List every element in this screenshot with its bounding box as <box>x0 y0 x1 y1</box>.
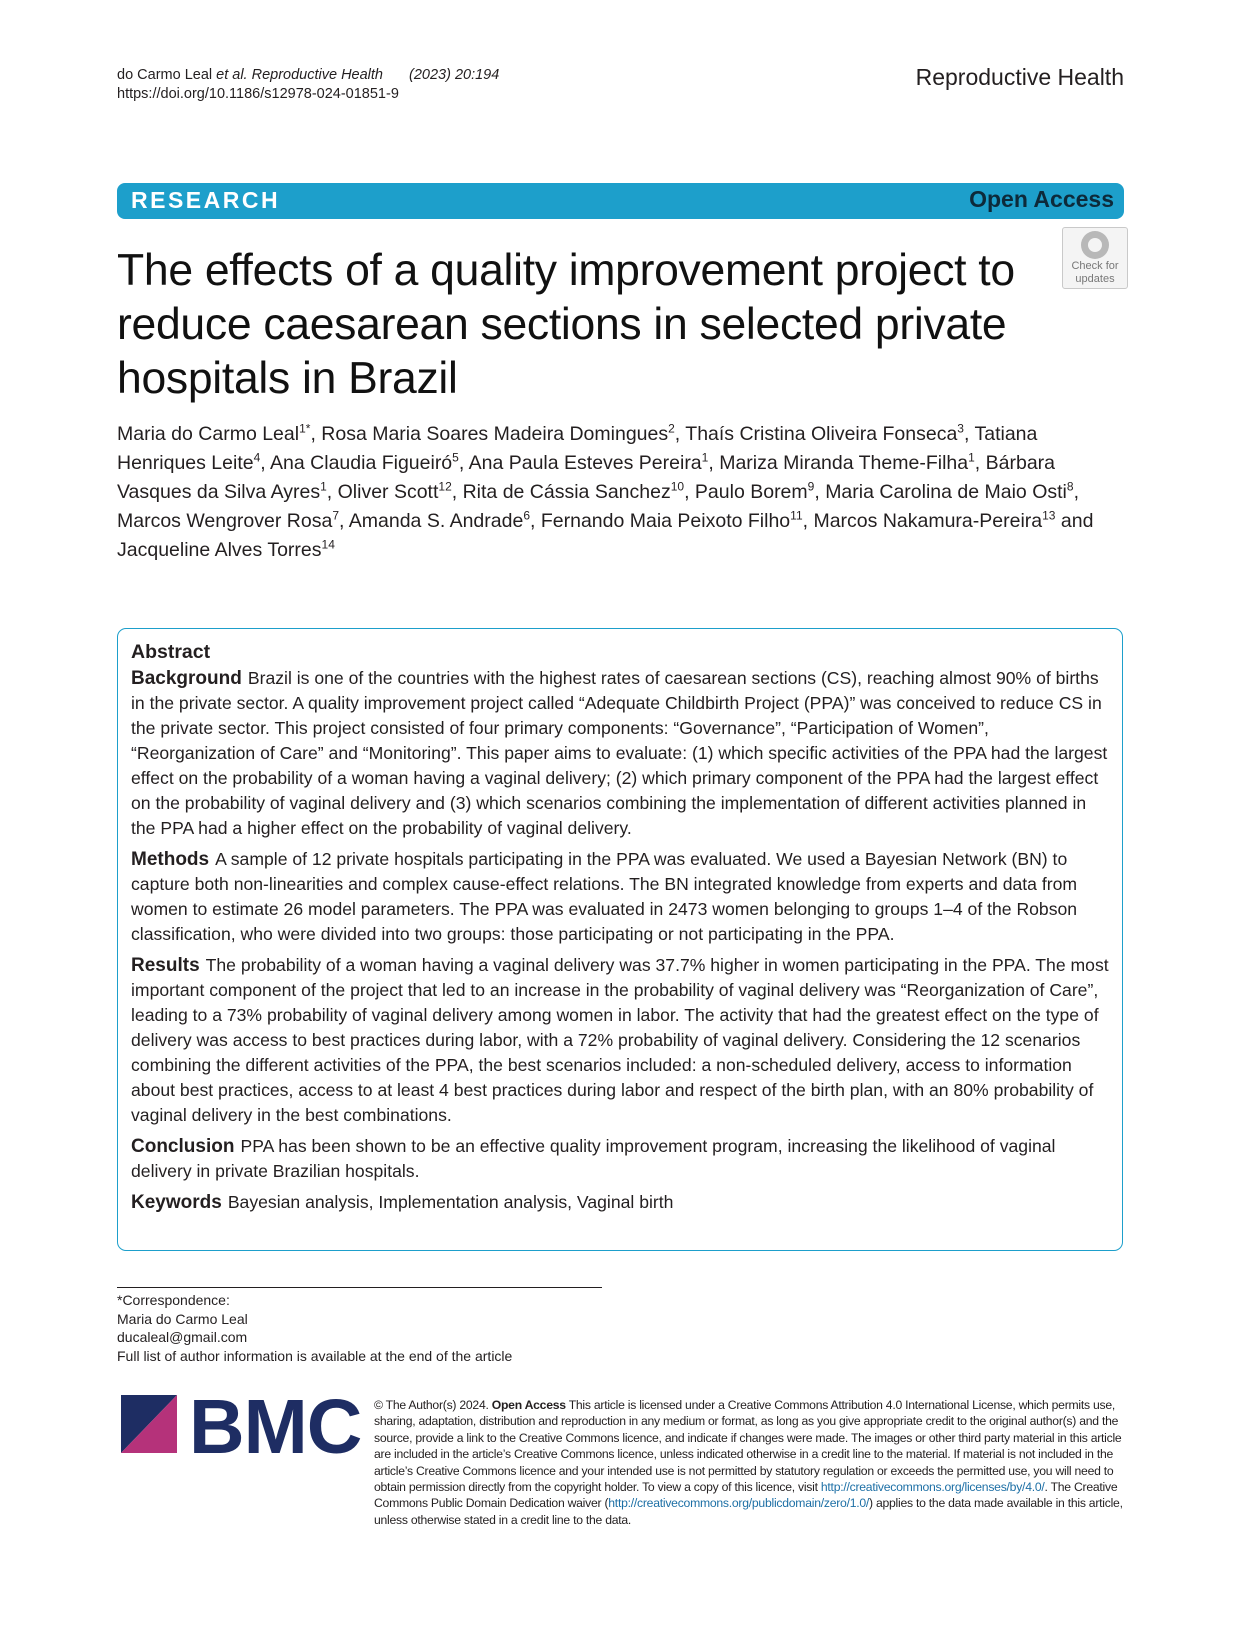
author-affiliation: 1 <box>968 450 975 465</box>
author-name: Fernando Maia Peixoto Filho <box>540 510 791 532</box>
correspondence-email[interactable]: ducaleal@gmail.com <box>117 1329 248 1345</box>
author-name: Thaís Cristina Oliveira Fonseca <box>685 423 958 445</box>
cc-by-license-link[interactable]: http://creativecommons.org/licenses/by/4.0/ <box>820 1480 1045 1495</box>
author-name: Bárbara Vasques da Silva Ayres <box>117 452 1056 503</box>
check-for-updates-badge[interactable]: Check for updates <box>1062 227 1128 289</box>
citation: do Carmo Leal et al. Reproductive Health (2023) 20:194 <box>117 67 500 83</box>
abstract-background: Background Brazil is one of the countries with the highest rates of caesarean sections (CS), reaching almost 90% of births in the private sector. A quality improvement project called “Adequate Childbirth Project (PPA)” was conceived to reduce CS in the private sector. This project consisted of four primary components: “Governance”, “Participation of Women”, “Reorganization of Care” and “Monitoring”. This paper aims to evaluate: (1) which specific activities of the PPA had the largest effect on the probability of a woman having a vaginal delivery; (2) which primary component of the PPA had the largest effect on the probability of vaginal delivery and (3) which scenarios combining the implementation of different activities planned in the PPA had a higher effect on the probability of vaginal delivery. <box>131 668 1108 838</box>
author-name: Maria Carolina de Maio Osti <box>825 481 1067 503</box>
footnote-divider <box>117 1287 602 1288</box>
abstract-keywords: Keywords Bayesian analysis, Implementation analysis, Vaginal birth <box>131 1192 674 1213</box>
author-separator: , <box>339 510 349 532</box>
author-name: Tatiana Henriques Leite <box>117 423 1038 474</box>
author-name: Amanda S. Andrade <box>348 510 524 532</box>
bmc-logo-icon <box>121 1395 181 1457</box>
author-affiliation: 10 <box>670 479 685 494</box>
author-name: Marcos Nakamura-Pereira <box>813 510 1043 532</box>
author-separator: , <box>310 423 322 445</box>
abstract-results: Results The probability of a woman having a vaginal delivery was 37.7% higher in women participating in the PPA. The most important component of the project that led to an increase in the probability of vaginal delivery was “Reorganization of Care”, leading to a 73% probability of vaginal delivery among women in labor. The activity that had the greatest effect on the type of delivery was access to best practices during labor, with a 72% probability of vaginal delivery. Considering the 12 scenarios combining the different activities of the PPA, the best scenarios included: a non-scheduled delivery, access to information about best practices, access to at least 4 best practices during labor and respect of the birth plan, with an 80% probability of vaginal delivery in the best combinations. <box>131 955 1109 1125</box>
abstract-conclusion: Conclusion PPA has been shown to be an effective quality improvement program, increasing the likelihood of vaginal delivery in private Brazilian hospitals. <box>131 1136 1056 1181</box>
author-affiliation: 7 <box>332 508 339 523</box>
author-separator: , <box>802 510 814 532</box>
author-affiliation: 13 <box>1042 508 1056 523</box>
author-separator: , <box>814 481 826 503</box>
author-separator: and <box>1055 510 1094 532</box>
author-affiliation: 1 <box>320 479 327 494</box>
section-label: RESEARCH <box>131 187 281 213</box>
author-separator: , <box>974 452 986 474</box>
author-affiliation: 2 <box>668 421 675 436</box>
author-name: Ana Paula Esteves Pereira <box>468 452 702 474</box>
author-list <box>117 420 1127 565</box>
author-affiliation: 3 <box>957 421 964 436</box>
author-affiliation: 5 <box>452 450 459 465</box>
author-affiliation: 8 <box>1066 479 1074 494</box>
author-separator: , <box>530 510 541 532</box>
author-separator: , <box>260 452 271 474</box>
author-affiliation: 1* <box>299 421 311 436</box>
author-name: Maria do Carmo Leal <box>117 423 300 445</box>
doi-link[interactable]: https://doi.org/10.1186/s12978-024-01851-9 <box>117 86 399 102</box>
author-affiliation: 1 <box>701 450 709 465</box>
author-separator: , <box>684 481 695 503</box>
author-name: Marcos Wengrover Rosa <box>117 510 333 532</box>
author-name: Rita de Cássia Sanchez <box>462 481 671 503</box>
journal-name: Reproductive Health <box>915 64 1124 90</box>
article-type-banner <box>117 183 1124 219</box>
author-separator: , <box>1073 481 1079 503</box>
author-separator: , <box>451 481 463 503</box>
author-name: Ana Claudia Figueiró <box>270 452 453 474</box>
author-separator: , <box>708 452 720 474</box>
author-affiliation: 12 <box>438 479 452 494</box>
author-name: Rosa Maria Soares Madeira Domingues <box>321 423 669 445</box>
author-affiliation: 6 <box>523 508 530 523</box>
author-name: Jacqueline Alves Torres <box>117 539 322 561</box>
author-affiliation: 9 <box>807 479 815 494</box>
author-name: Paulo Borem <box>694 481 808 503</box>
author-affiliation: 11 <box>790 508 803 523</box>
running-header <box>117 66 499 104</box>
check-updates-icon <box>1081 231 1109 259</box>
abstract-heading: Abstract <box>131 641 211 663</box>
author-separator: , <box>674 423 686 445</box>
author-separator: , <box>963 423 975 445</box>
open-access-label: Open Access <box>969 186 1114 212</box>
correspondence: *Correspondence: Maria do Carmo Leal ducaleal@gmail.com Full list of author information is available at the end of the article <box>117 1292 513 1364</box>
bmc-logo-text: BMC <box>189 1384 362 1470</box>
article-title: The effects of a quality improvement project to reduce caesarean sections in selected private hospitals in Brazil <box>117 246 1015 403</box>
license-statement: © The Author(s) 2024. Open Access This article is licensed under a Creative Commons Attribution 4.0 International License, which permits use, sharing, adaptation, distribution and reproduction in any medium or format, as long as you give appropriate credit to the original author(s) and the source, provide a link to the Creative Commons licence, and indicate if changes were made. The images or other third party material in this article are included in the article’s Creative Commons licence, unless indicated otherwise in a credit line to the material. If material is not included in the article’s Creative Commons licence and your intended use is not permitted by statutory regulation or exceeds the permitted use, you will need to obtain permission directly from the copyright holder. To view a copy of this licence, visit http://creativecommons.org/licenses/by/4.0/. The Creative Commons Public Domain Dedication waiver (http://creativecommons.org/publicdomain/zero/1.0/) applies to the data made available in this article, unless otherwise stated in a credit line to the data. <box>374 1398 1123 1527</box>
cc-zero-waiver-link[interactable]: http://creativecommons.org/publicdomain/zero/1.0/ <box>608 1496 870 1511</box>
author-separator: , <box>326 481 338 503</box>
abstract-box <box>117 628 1123 1251</box>
abstract-methods: Methods A sample of 12 private hospitals participating in the PPA was evaluated. We used a Bayesian Network (BN) to capture both non-linearities and complex cause-effect relations. The BN integrated knowledge from experts and data from women to estimate 26 model parameters. The PPA was evaluated in 2473 women belonging to groups 1–4 of the Robson classification, who were divided into two groups: those participating or not participating in the PPA. <box>131 849 1078 944</box>
author-affiliation: 14 <box>321 537 335 552</box>
author-name: Oliver Scott <box>337 481 439 503</box>
author-separator: , <box>458 452 469 474</box>
author-name: Mariza Miranda Theme-Filha <box>719 452 969 474</box>
author-affiliation: 4 <box>253 450 261 465</box>
